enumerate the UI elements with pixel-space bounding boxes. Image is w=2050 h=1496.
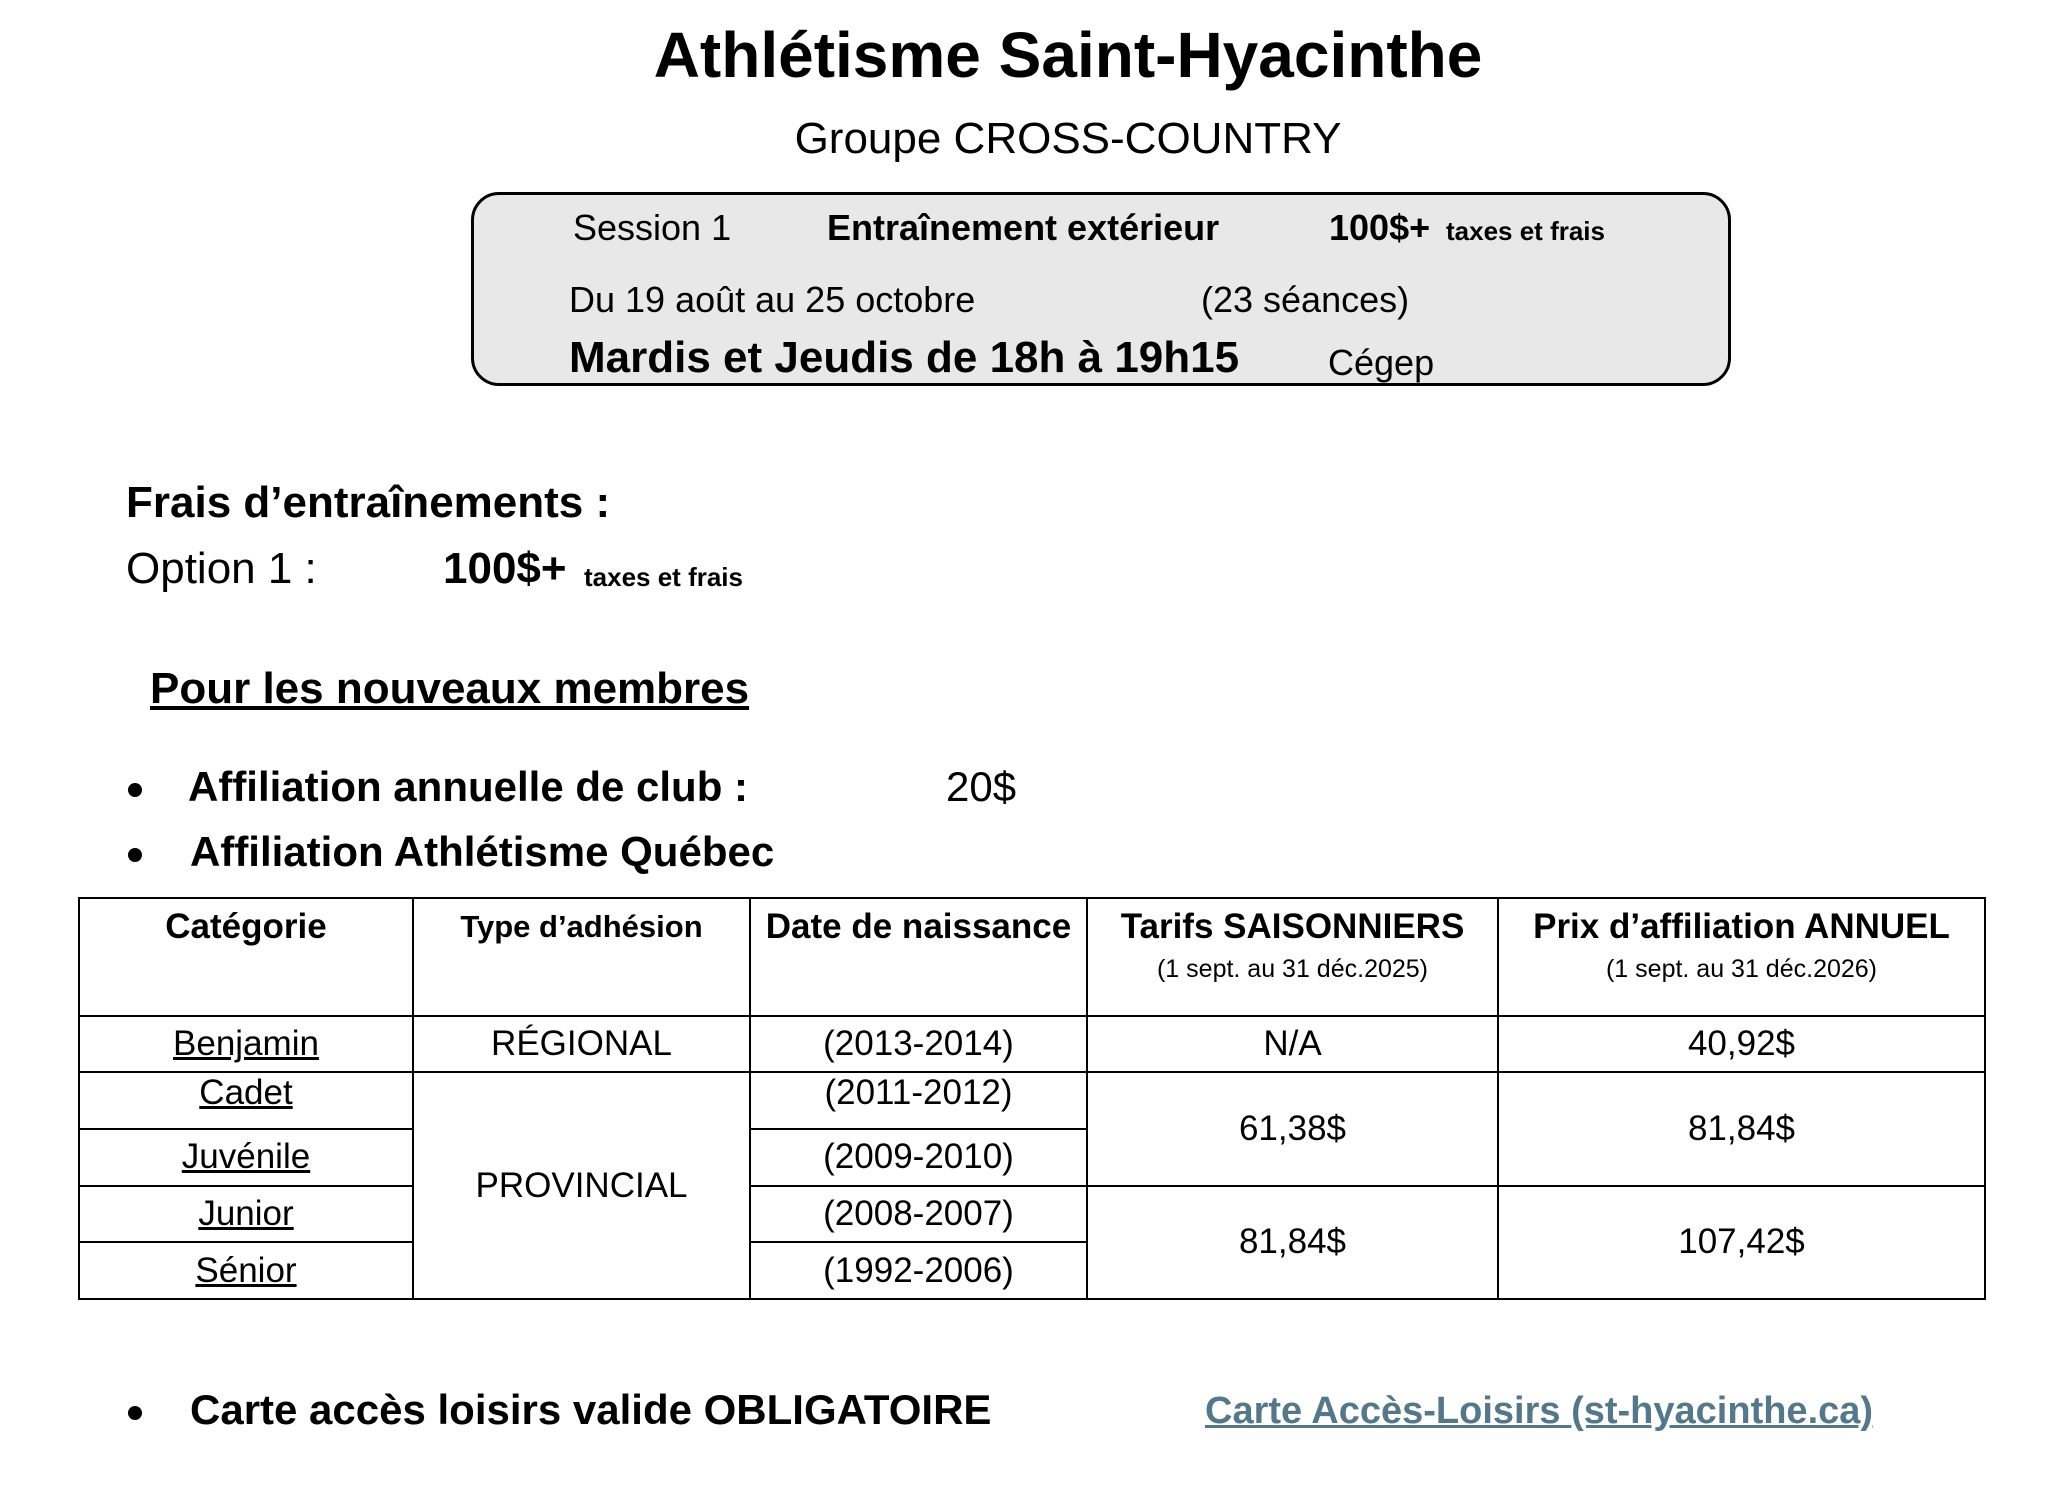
annual-benjamin: 40,92$ [1498, 1016, 1985, 1073]
header-annual-period: (1 sept. au 31 déc.2026) [1605, 955, 1878, 983]
category-junior: Junior [79, 1186, 413, 1243]
fees-option-price: 100$+ [443, 544, 567, 593]
category-benjamin: Benjamin [79, 1016, 413, 1073]
session-price-note: taxes et frais [1446, 216, 1605, 246]
category-juvenile: Juvénile [79, 1129, 413, 1186]
birth-cadet: (2011-2012) [750, 1072, 1087, 1129]
new-members-heading: Pour les nouveaux membres [150, 664, 750, 713]
header-birth: Date de naissance [750, 898, 1087, 1016]
table-row [79, 1186, 1985, 1243]
affiliation-table [78, 897, 1986, 1300]
birth-junior: (2008-2007) [750, 1186, 1087, 1243]
session-location: Cégep [1328, 342, 1435, 383]
card-requirement-label: Carte accès loisirs valide OBLIGATOIRE [190, 1386, 992, 1433]
bullet-icon [128, 848, 142, 862]
category-senior: Sénior [79, 1242, 413, 1299]
bullet-icon [128, 783, 142, 797]
type-regional: RÉGIONAL [413, 1016, 750, 1073]
bullet-icon [128, 1406, 142, 1420]
header-annual [1498, 898, 1985, 1016]
session-price: 100$+ [1329, 207, 1431, 248]
annual-group2: 107,42$ [1498, 1186, 1985, 1299]
fees-heading: Frais d’entraînements : [126, 478, 611, 527]
club-affiliation-label: Affiliation annuelle de club : [188, 763, 749, 810]
birth-benjamin: (2013-2014) [750, 1016, 1087, 1073]
category-cadet: Cadet [79, 1072, 413, 1129]
club-affiliation-price: 20$ [946, 763, 1017, 810]
fees-option-note: taxes et frais [584, 562, 743, 592]
birth-senior: (1992-2006) [750, 1242, 1087, 1299]
birth-juvenile: (2009-2010) [750, 1129, 1087, 1186]
header-category: Catégorie [79, 898, 413, 1016]
table-row [79, 1016, 1985, 1073]
session-dates: Du 19 août au 25 octobre [569, 279, 976, 320]
type-provincial: PROVINCIAL [413, 1072, 750, 1299]
header-annual-title: Prix d’affiliation ANNUEL [1533, 907, 1950, 946]
annual-group1: 81,84$ [1498, 1072, 1985, 1185]
seasonal-group2: 81,84$ [1087, 1186, 1498, 1299]
session-type: Entraînement extérieur [827, 207, 1220, 248]
session-count: (23 séances) [1201, 279, 1410, 320]
header-seasonal-period: (1 sept. au 31 déc.2025) [1156, 955, 1429, 983]
seasonal-benjamin: N/A [1087, 1016, 1498, 1073]
aq-affiliation-label: Affiliation Athlétisme Québec [190, 828, 775, 875]
header-seasonal-title: Tarifs SAISONNIERS [1120, 907, 1465, 946]
page-subtitle: Groupe CROSS-COUNTRY [794, 114, 1342, 163]
header-seasonal [1087, 898, 1498, 1016]
fees-option-label: Option 1 : [126, 544, 317, 593]
session-schedule: Mardis et Jeudis de 18h à 19h15 [569, 333, 1240, 382]
header-type: Type d’adhésion [413, 898, 750, 1016]
page-title: Athlétisme Saint-Hyacinthe [653, 19, 1483, 91]
session-info-box [471, 192, 1731, 386]
acces-loisirs-link[interactable]: Carte Accès-Loisirs (st-hyacinthe.ca) [1205, 1390, 1874, 1432]
session-label: Session 1 [573, 207, 732, 248]
table-row [79, 1072, 1985, 1129]
seasonal-group1: 61,38$ [1087, 1072, 1498, 1185]
table-header-row [79, 898, 1985, 1016]
